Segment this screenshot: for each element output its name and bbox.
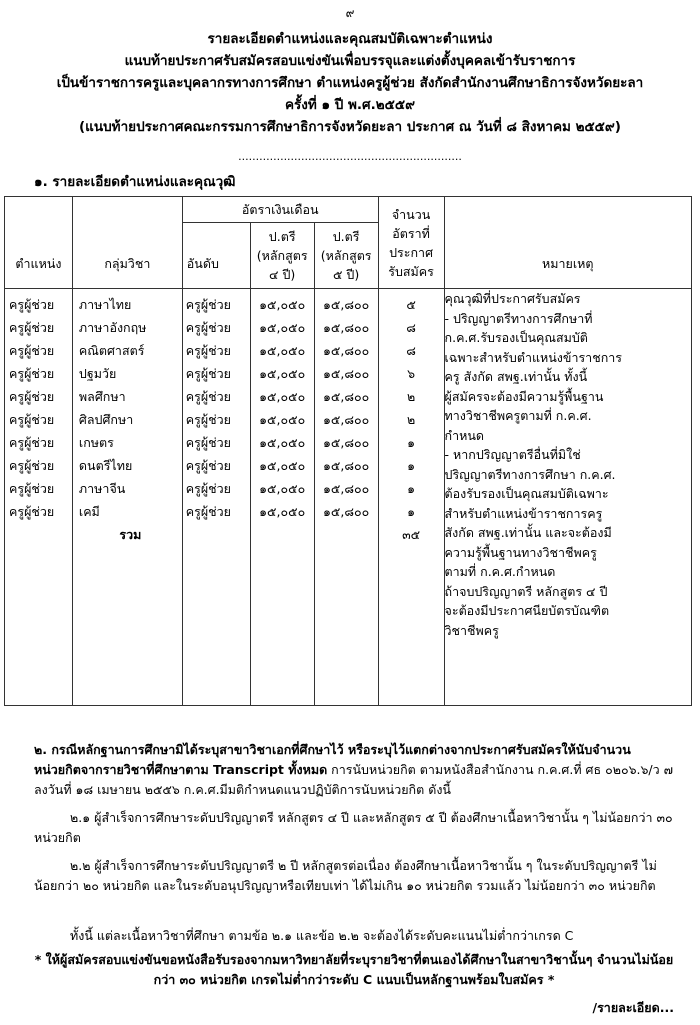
- salary-4yr-cell: ๑๕,๐๕๐: [259, 481, 306, 496]
- rank-cell: ครูผู้ช่วย: [185, 504, 232, 519]
- salary-4yr-cell: ๑๕,๐๕๐: [259, 343, 306, 358]
- grade-condition: ทั้งนี้ แต่ละเนื้อหาวิชาที่ศึกษา ตามข้อ ๒.๑ และข้อ ๒.๒ จะต้องได้ระดับคะแนนไม่ต่ำกว่าเกรด C: [70, 928, 574, 943]
- subject-cell: ภาษาไทย: [78, 297, 132, 312]
- remark-line: ต้องรับรองเป็นคุณสมบัติเฉพาะ: [444, 486, 609, 501]
- subject-cell: ศิลปศึกษา: [78, 412, 134, 427]
- salary-4yr-cell: ๑๕,๐๕๐: [259, 389, 306, 404]
- header-degree-5yr: ป.ตรี (หลักสูตร ๕ ปี): [314, 223, 378, 289]
- position-cell: ครูผู้ช่วย: [9, 389, 55, 404]
- remark-line: เฉพาะสำหรับตำแหน่งข้าราชการ: [444, 349, 622, 365]
- header-line-2: แนบท้ายประกาศรับสมัครสอบแข่งขันเพื่อบรรจุและแต่งตั้งบุคคลเข้ารับราชการ: [124, 53, 576, 69]
- rank-cell: ครูผู้ช่วย: [185, 481, 232, 496]
- separator-dots: ................................................................: [238, 150, 462, 163]
- remark-line: ปริญญาตรีทางการศึกษา ก.ค.ศ.: [444, 466, 616, 482]
- salary-5yr-cell: ๑๕,๘๐๐: [322, 504, 370, 519]
- page-number: ๙: [345, 6, 355, 20]
- count-cell: ๑: [407, 458, 416, 473]
- position-cell: ครูผู้ช่วย: [9, 366, 55, 381]
- total-label: รวม: [119, 527, 142, 542]
- position-table: [4, 196, 692, 706]
- salary-5yr-cell: ๑๕,๘๐๐: [322, 435, 370, 450]
- header-position: ตำแหน่ง: [5, 197, 73, 289]
- subject-cell: ภาษาอังกฤษ: [78, 320, 147, 335]
- count-cell: ๒: [406, 389, 416, 404]
- count-cell: ๘: [406, 320, 416, 335]
- rank-cell: ครูผู้ช่วย: [185, 320, 232, 335]
- rank-cell: ครูผู้ช่วย: [185, 412, 232, 427]
- salary-5yr-cell: ๑๕,๘๐๐: [322, 343, 370, 358]
- remark-line: ผู้สมัครจะต้องมีความรู้พื้นฐาน: [444, 388, 604, 404]
- count-cell: ๑: [407, 481, 416, 496]
- count-cell: ๑: [407, 504, 416, 519]
- rank-column: [182, 289, 250, 706]
- salary-4yr-cell: ๑๕,๐๕๐: [259, 320, 306, 335]
- header-line-3: เป็นข้าราชการครูและบุคลากรทางการศึกษา ตำแหน่งครูผู้ช่วย สังกัดสำนักงานศึกษาธิการจังหวัดยะลา: [56, 75, 644, 91]
- count-column: [378, 289, 444, 706]
- remark-line: - หากปริญญาตรีอื่นที่มิใช่: [444, 447, 581, 462]
- position-cell: ครูผู้ช่วย: [9, 412, 55, 427]
- remark-line: สำหรับตำแหน่งข้าราชการครู: [444, 505, 603, 521]
- remark-line: - ปริญญาตรีทางการศึกษาที่: [444, 310, 593, 326]
- remark-line: คุณวุฒิที่ประกาศรับสมัคร: [444, 291, 581, 306]
- salary-4yr-cell: ๑๕,๐๕๐: [259, 458, 306, 473]
- subject-cell: คณิตศาสตร์: [78, 343, 145, 358]
- salary-5yr-cell: ๑๕,๘๐๐: [322, 412, 370, 427]
- remark-line: ทางวิชาชีพครูตามที่ ก.ค.ศ.: [444, 408, 592, 423]
- position-cell: ครูผู้ช่วย: [9, 297, 55, 312]
- count-cell: ๘: [406, 343, 416, 358]
- subject-column: [72, 289, 182, 706]
- count-cell: ๒: [406, 412, 416, 427]
- rank-cell: ครูผู้ช่วย: [185, 389, 232, 404]
- section-2-2-paragraph: ๒.๒ ผู้สำเร็จการศึกษาระดับปริญญาตรี ๒ ปี หลักสูตรต่อเนื่อง ต้องศึกษาเนื้อหาวิชานั้น ๆ ในระดับปริญญาตรี ไม่น้อยกว่า ๒๐ หน่วยกิต และในระดับอนุปริญญาหรือเทียบเท่า ได้ไม่เกิน ๑๐ หน่วยกิต รวมแล้ว ไม่น้อยกว่า ๓๐ หน่วยกิต: [34, 858, 657, 893]
- subject-cell: เคมี: [78, 504, 100, 519]
- header-remark: หมายเหตุ: [444, 197, 691, 289]
- header-rank: อันดับ: [182, 223, 250, 289]
- salary-4yr-cell: ๑๕,๐๕๐: [259, 435, 306, 450]
- salary-5yr-cell: ๑๕,๘๐๐: [322, 389, 370, 404]
- rank-cell: ครูผู้ช่วย: [185, 435, 232, 450]
- remark-line: สังกัด สพฐ.เท่านั้น และจะต้องมี: [444, 525, 612, 540]
- section-2-heading: ๒. กรณีหลักฐานการศึกษามิได้ระบุสาขาวิชาเอกที่ศึกษาไว้ หรือระบุไว้แตกต่างจากประกาศรับสมัครให้นับจำนวนหน่วยกิตจากรายวิชาที่ศึกษาตาม Transcript ทั้งหมด: [34, 742, 631, 777]
- remark-line: กำหนด: [444, 427, 485, 443]
- rank-cell: ครูผู้ช่วย: [185, 297, 232, 312]
- salary-4yr-cell: ๑๕,๐๕๐: [259, 366, 306, 381]
- rank-cell: ครูผู้ช่วย: [185, 343, 232, 358]
- subject-cell: พลศึกษา: [78, 389, 126, 404]
- count-cell: ๕: [406, 297, 416, 312]
- position-cell: ครูผู้ช่วย: [9, 481, 55, 496]
- position-cell: ครูผู้ช่วย: [9, 320, 55, 335]
- salary-4yr-cell: ๑๕,๐๕๐: [259, 504, 306, 519]
- salary-5yr-cell: ๑๕,๘๐๐: [322, 458, 370, 473]
- header-degree-4yr: ป.ตรี (หลักสูตร ๔ ปี): [250, 223, 314, 289]
- position-cell: ครูผู้ช่วย: [9, 343, 55, 358]
- header-salary: อัตราเงินเดือน: [182, 197, 378, 223]
- salary-4yr-cell: ๑๕,๐๕๐: [259, 297, 306, 312]
- remark-line: จะต้องมีประกาศนียบัตรบัณฑิต: [444, 603, 610, 618]
- position-column: [5, 289, 73, 706]
- subject-cell: ปฐมวัย: [78, 366, 117, 381]
- count-cell: ๖: [407, 366, 416, 381]
- salary-4yr-column: [250, 289, 314, 706]
- position-cell: ครูผู้ช่วย: [9, 435, 55, 450]
- certification-note: * ให้ผู้สมัครสอบแข่งขันขอหนังสือรับรองจากมหาวิทยาลัยที่ระบุรายวิชาที่ตนเองได้ศึกษาในสาขาวิชานั้นๆ จำนวนไม่น้อยกว่า ๓๐ หน่วยกิต เกรดไม่ต่ำกว่าระดับ C แนบเป็นหลักฐานพร้อมใบสมัคร *: [34, 952, 674, 987]
- section-2-intro: การนับหน่วยกิต ตามหนังสือสำนักงาน ก.ค.ศ.ที่ ศธ ๐๒๐๖.๖/ว ๗ ลงวันที่ ๑๘ เมษายน ๒๕๕๖ ก.ค.ศ.มีมติกำหนดแนวปฏิบัติการนับหน่วยกิต ดังนี้: [34, 762, 674, 797]
- total-value: ๓๕: [402, 527, 421, 542]
- section-2-1-paragraph: ๒.๑ ผู้สำเร็จการศึกษาระดับปริญญาตรี หลักสูตร ๔ ปี และหลักสูตร ๕ ปี ต้องศึกษาเนื้อหาวิชานั้น ๆ ไม่น้อยกว่า ๓๐ หน่วยกิต: [34, 810, 673, 845]
- remark-line: ความรู้พื้นฐานทางวิชาชีพครู: [444, 544, 597, 560]
- remark-line: ถ้าจบปริญญาตรี หลักสูตร ๔ ปี: [444, 583, 608, 599]
- remark-line: วิชาชีพครู: [444, 622, 499, 638]
- salary-5yr-cell: ๑๕,๘๐๐: [322, 320, 370, 335]
- section-2-paragraph-1: [34, 740, 674, 800]
- count-cell: ๑: [407, 435, 416, 450]
- rank-cell: ครูผู้ช่วย: [185, 458, 232, 473]
- remark-line: ครู สังกัด สพฐ.เท่านั้น ทั้งนี้: [444, 369, 588, 384]
- remark-line: ตามที่ ก.ค.ศ.กำหนด: [444, 564, 556, 579]
- subject-cell: ดนตรีไทย: [78, 458, 133, 473]
- remark-cell: [444, 289, 691, 706]
- salary-5yr-cell: ๑๕,๘๐๐: [322, 297, 370, 312]
- salary-5yr-column: [314, 289, 378, 706]
- remark-line: ก.ค.ศ.รับรองเป็นคุณสมบัติ: [444, 330, 588, 345]
- header-line-5: (แนบท้ายประกาศคณะกรรมการศึกษาธิการจังหวัดยะลา ประกาศ ณ วันที่ ๘ สิงหาคม ๒๕๕๙): [79, 119, 621, 135]
- salary-5yr-cell: ๑๕,๘๐๐: [322, 366, 370, 381]
- salary-5yr-cell: ๑๕,๘๐๐: [322, 481, 370, 496]
- position-cell: ครูผู้ช่วย: [9, 504, 55, 519]
- salary-4yr-cell: ๑๕,๐๕๐: [259, 412, 306, 427]
- continued-marker: /รายละเอียด...: [592, 1000, 674, 1015]
- header-line-4: ครั้งที่ ๑ ปี พ.ศ.๒๕๕๙: [285, 97, 415, 113]
- header-line-1: รายละเอียดตำแหน่งและคุณสมบัติเฉพาะตำแหน่ง: [207, 31, 493, 47]
- rank-cell: ครูผู้ช่วย: [185, 366, 232, 381]
- section-1-title: ๑. รายละเอียดตำแหน่งและคุณวุฒิ: [34, 174, 236, 190]
- position-cell: ครูผู้ช่วย: [9, 458, 55, 473]
- subject-cell: ภาษาจีน: [78, 481, 126, 496]
- header-count: จำนวน อัตราที่ ประกาศ รับสมัคร: [378, 197, 444, 289]
- subject-cell: เกษตร: [78, 435, 114, 450]
- header-subject: กลุ่มวิชา: [72, 197, 182, 289]
